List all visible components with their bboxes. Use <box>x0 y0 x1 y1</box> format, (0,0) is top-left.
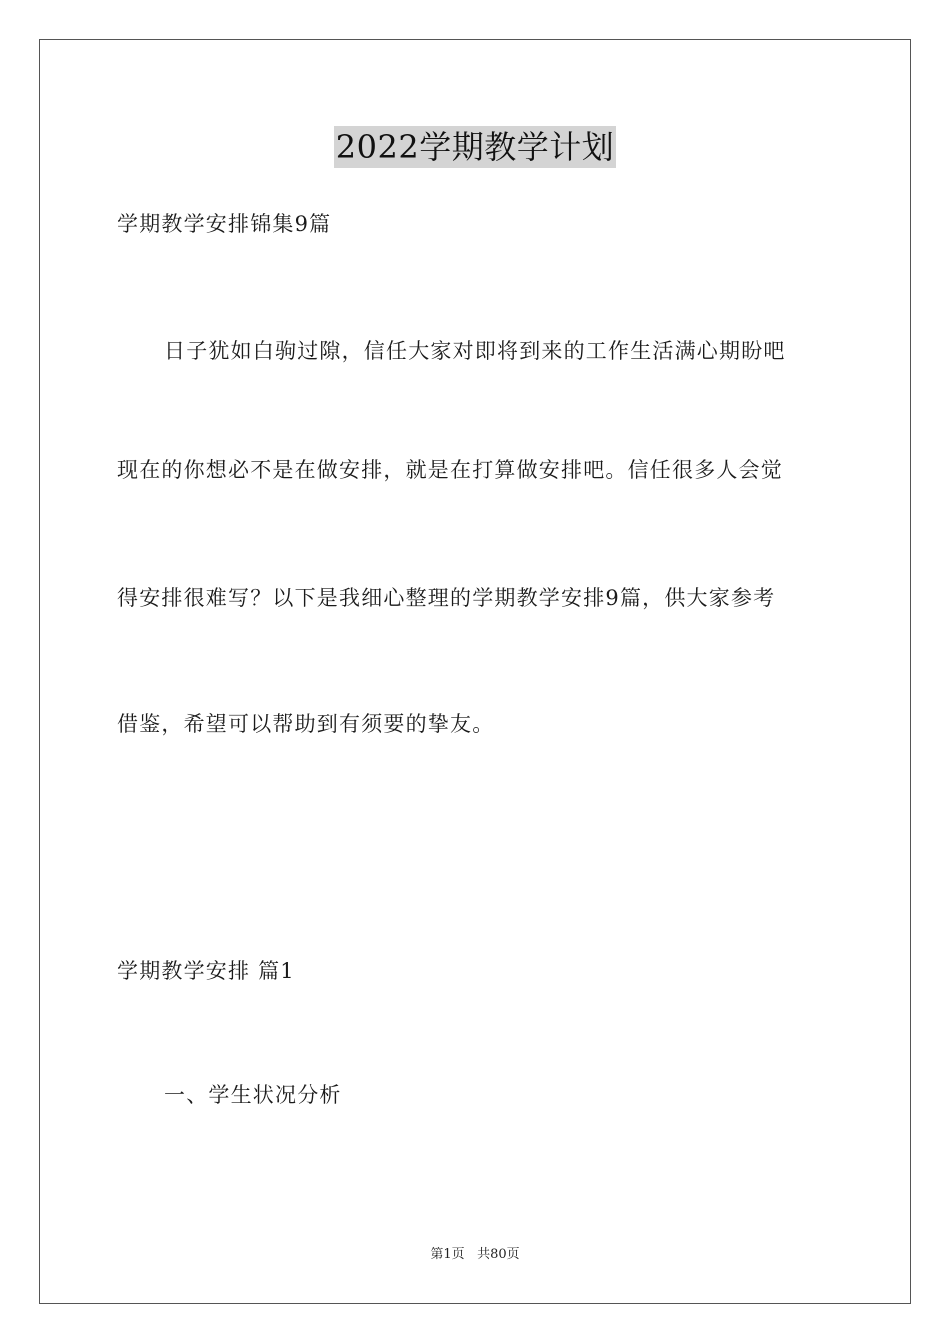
title-container <box>0 126 950 168</box>
intro-line-1: 日子犹如白驹过隙，信任大家对即将到来的工作生活满心期盼吧 <box>164 339 786 363</box>
intro-line-2: 现在的你想必不是在做安排，就是在打算做安排吧。信任很多人会觉 <box>117 458 783 482</box>
intro-line-3: 得安排很难写？以下是我细心整理的学期教学安排9篇，供大家参考 <box>117 586 776 610</box>
page-number: 第1页 <box>430 1247 465 1262</box>
page-total: 共80页 <box>477 1247 520 1262</box>
subsection-heading: 一、学生状况分析 <box>164 1083 342 1107</box>
section-heading: 学期教学安排 篇1 <box>117 959 295 983</box>
document-subtitle: 学期教学安排锦集9篇 <box>117 212 332 236</box>
intro-line-4: 借鉴，希望可以帮助到有须要的挚友。 <box>117 712 495 736</box>
document-title: 2022学期教学计划 <box>335 128 615 166</box>
page-footer <box>0 1246 950 1264</box>
